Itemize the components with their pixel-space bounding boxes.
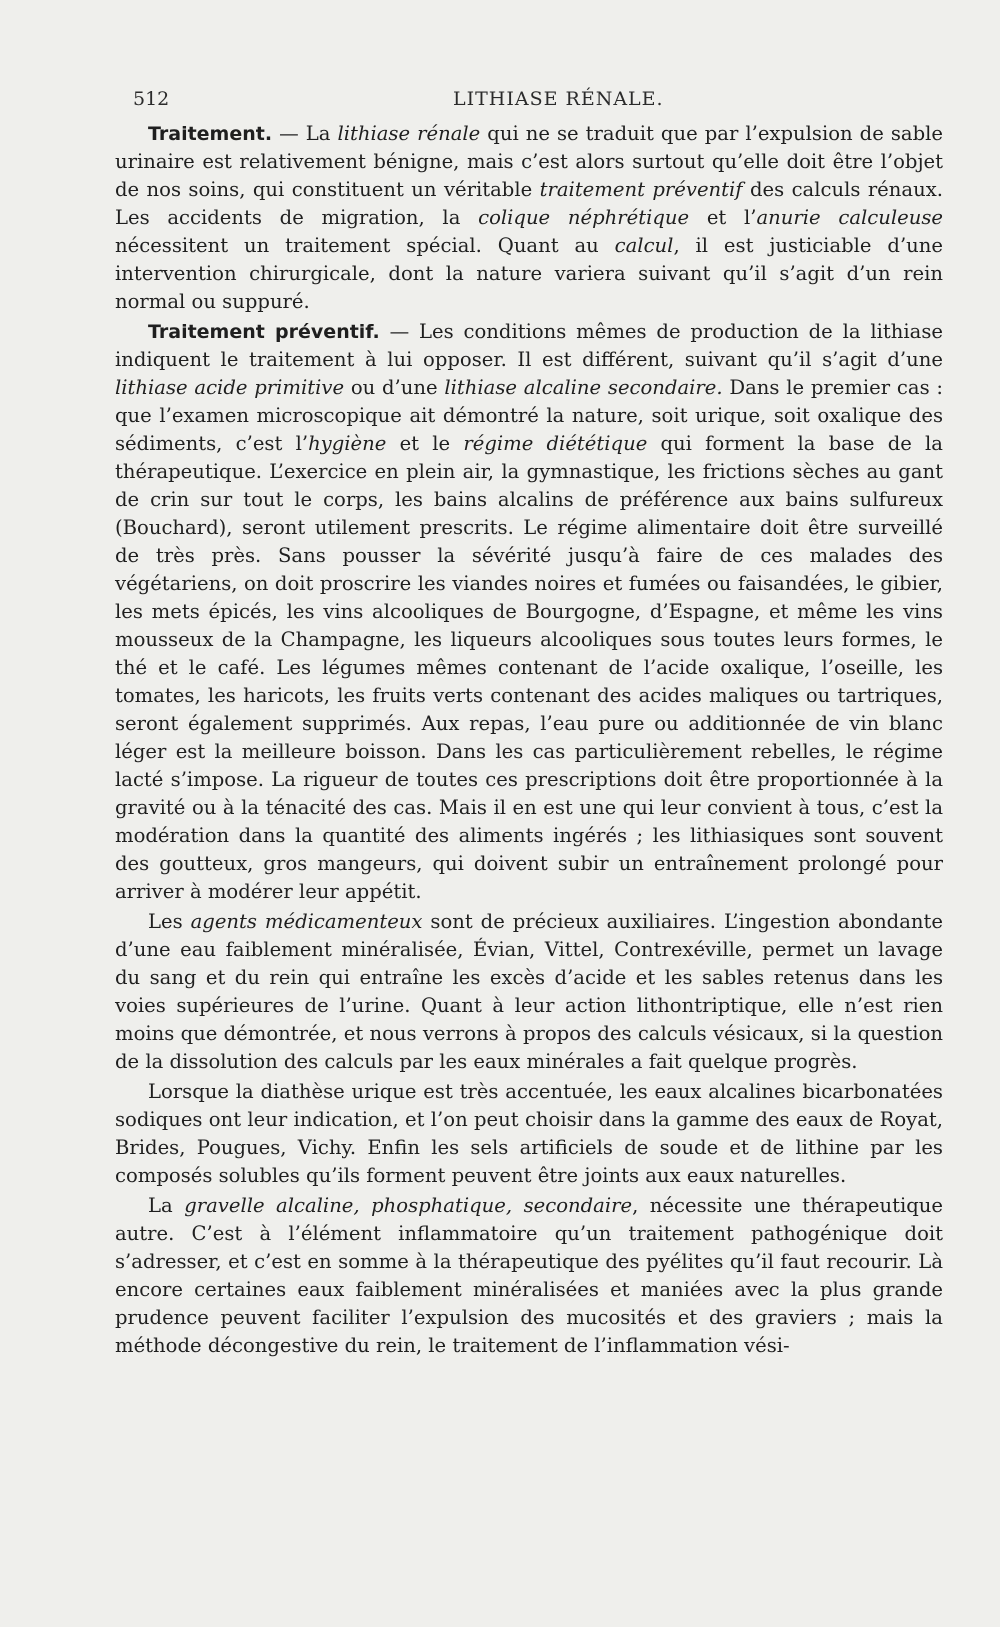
paragraph-agents-medicamenteux [115, 908, 943, 1076]
italic-term: gravelle alcaline, phosphatique, secondaire [184, 1194, 633, 1217]
paragraph-traitement-preventif [115, 318, 943, 906]
text-span: et le [386, 432, 464, 455]
text-span: nécessitent un traitement spécial. Quant au [115, 234, 615, 257]
page-body [115, 120, 943, 1360]
text-span: Les [148, 910, 191, 933]
text-span: des calculs rénaux. Les accidents de migration, la [115, 178, 943, 229]
text-span: ou d’une [344, 376, 445, 399]
text-span: et l’ [689, 206, 757, 229]
text-span: — La [272, 122, 338, 145]
text-span: Dans le premier cas : que l’examen microscopique ait démontré la nature, soit urique, soit oxalique des sédiments, c’est l’ [115, 376, 943, 455]
page-number: 512 [133, 88, 170, 110]
italic-term: régime diététique [463, 432, 648, 455]
section-heading: Traitement préventif. [148, 321, 380, 343]
italic-term: lithiase acide primitive [115, 376, 345, 399]
paragraph-traitement [115, 120, 943, 316]
text-span: La [148, 1194, 185, 1217]
text-span: — Les conditions mêmes de production de la lithiase indiquent le traitement à lui opposer. Il est différent, suivant qu’il s’agit d’une [115, 320, 943, 371]
section-heading: Traitement. [148, 123, 273, 145]
italic-term: hygiène [308, 432, 387, 455]
text-span: sont de précieux auxiliaires. L’ingestion abondante d’une eau faiblement minéralisée, Évian, Vittel, Contrexéville, permet un lavage du sang et du rein qui entraîne les excès d’acide et les sables retenus dans les voies supérieures de l’urine. Quant à leur action lithontriptique, elle n’est rien moins que démontrée, et nous verrons à propos des calculs vésicaux, si la question de la dissolution des calculs par les eaux minérales a fait quelque progrès. [115, 910, 943, 1073]
text-span: qui ne se traduit que par l’expulsion de sable urinaire est relativement bénigne, mais c’est alors surtout qu’elle doit être l’objet de nos soins, qui constituent un véritable [115, 122, 943, 201]
italic-term: lithiase rénale [337, 122, 481, 145]
italic-term: traitement préventif [539, 178, 743, 201]
text-span: Lorsque la diathèse urique est très accentuée, les eaux alcalines bicarbonatées sodiques ont leur indication, et l’on peut choisir dans la gamme des eaux de Royat, Brides, Pougues, Vichy. Enfin les sels artificiels de soude et de lithine par les composés solubles qu’ils forment peuvent être joints aux eaux naturelles. [115, 1080, 943, 1187]
text-span: , il est justiciable d’une intervention chirurgicale, dont la nature variera suivant qu’il s’agit d’un rein normal ou suppuré. [115, 234, 944, 313]
paragraph-diathese-urique [115, 1078, 943, 1190]
text-span: , nécessite une thérapeutique autre. C’est à l’élément inflammatoire qu’un traitement pathogénique doit s’adresser, et c’est en somme à la thérapeutique des pyélites qu’il faut recourir. Là encore certaines eaux faiblement minéralisées et maniées avec la plus grande prudence peuvent faciliter l’expulsion des mucosités et des graviers ; mais la méthode décongestive du rein, le traitement de l’inflammation vési- [115, 1194, 944, 1357]
italic-term: colique néphrétique [478, 206, 690, 229]
text-span: qui forment la base de la thérapeutique. L’exercice en plein air, la gymnastique, les frictions sèches au gant de crin sur tout le corps, les bains alcalins de préférence aux bains sulfureux (Bouchard), seront utilement prescrits. Le régime alimentaire doit être surveillé de très près. Sans pousser la sévérité jusqu’à faire de ces malades des végétariens, on doit proscrire les viandes noires et fumées ou faisandées, le gibier, les mets épicés, les vins alcooliques de Bourgogne, d’Espagne, et même les vins mousseux de la Champagne, les liqueurs alcooliques sous toutes leurs formes, le thé et le café. Les légumes mêmes contenant de l’acide oxalique, l’oseille, les tomates, les haricots, les fruits verts contenant des acides maliques ou tartriques, seront également supprimés. Aux repas, l’eau pure ou additionnée de vin blanc léger est la meilleure boisson. Dans les cas particulièrement rebelles, le régime lacté s’impose. La rigueur de toutes ces prescriptions doit être proportionnée à la gravité ou à la ténacité des cas. Mais il en est une qui leur convient à tous, c’est la modération dans la quantité des aliments ingérés ; les lithiasiques sont souvent des goutteux, gros mangeurs, qui doivent subir un entraînement prolongé pour arriver à modérer leur appétit. [115, 432, 943, 903]
italic-term: calcul [614, 234, 674, 257]
italic-term: anurie calculeuse [756, 206, 944, 229]
running-title: LITHIASE RÉNALE. [453, 88, 664, 110]
paragraph-gravelle-alcaline [115, 1192, 943, 1360]
italic-term: lithiase alcaline secondaire. [444, 376, 723, 399]
italic-term: agents médicamenteux [190, 910, 423, 933]
